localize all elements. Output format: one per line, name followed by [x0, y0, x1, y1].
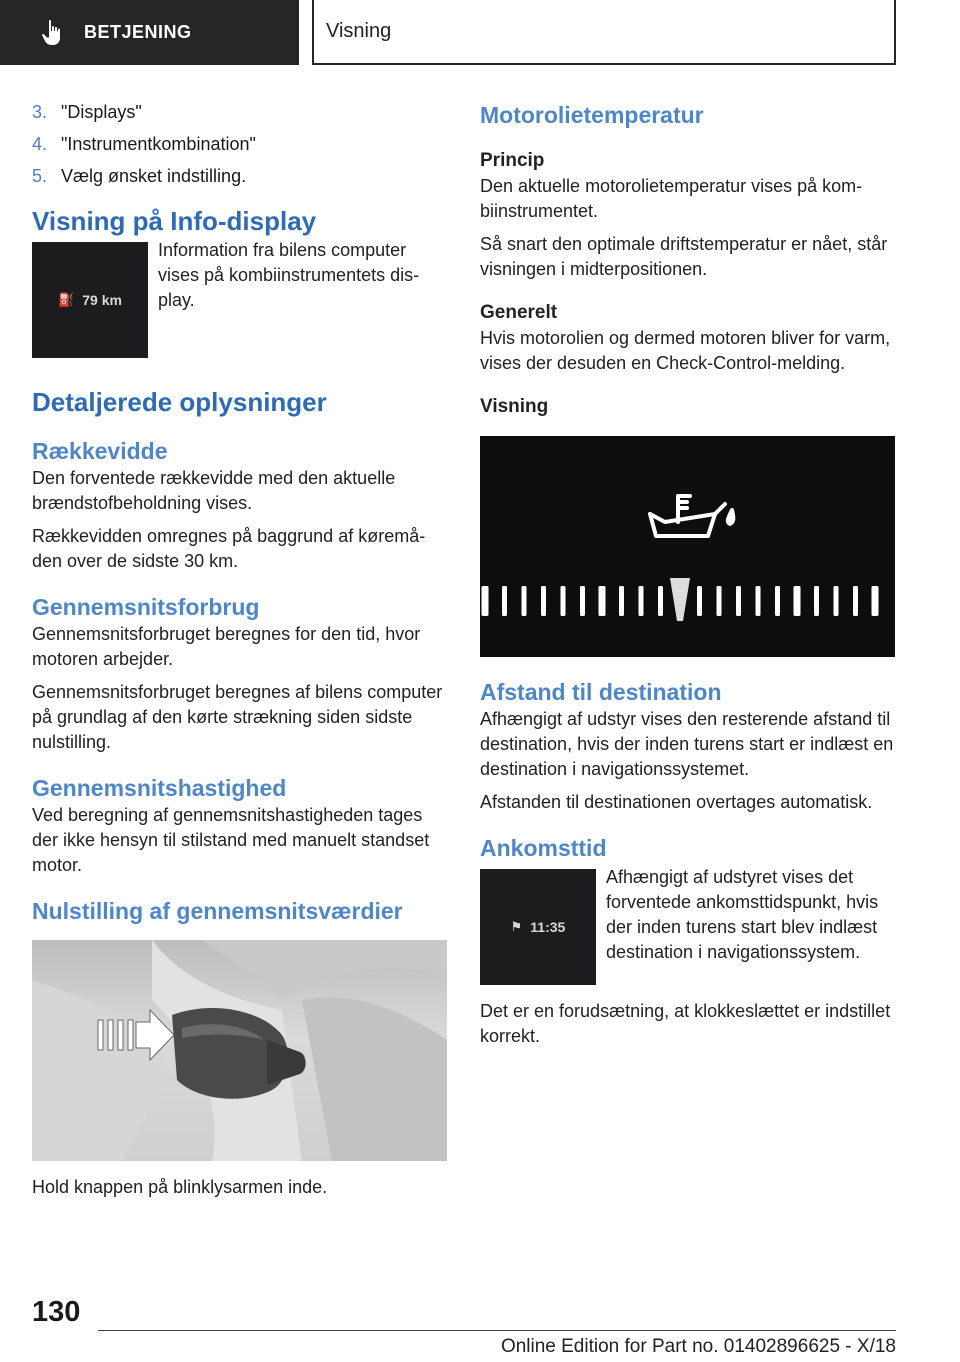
avg-consumption-text-2: Gennemsnitsforbruget beregnes af bilens computer på grundlag af den kørte strækning siden sidste nulstilling. — [32, 682, 443, 752]
section-tab[interactable] — [0, 0, 299, 65]
arrival-text: Afhængigt af udstyret vises det forventede ankomsttidspunkt, hvis der inden turens start blev indlæst destination i navigationssystem. — [606, 867, 879, 962]
info-display-text: Information fra bilens computer vises på kombiinstrumentets display. — [158, 240, 420, 310]
gauge-tick — [756, 586, 761, 616]
principle-text-1: Den aktuelle motorolietemperatur vises på kombiinstrumentet. — [480, 176, 863, 221]
arrival-text-2: Det er en forudsætning, at klokkeslættet er indstillet korrekt. — [480, 1001, 891, 1046]
step-number: 3. — [32, 102, 48, 122]
details-heading: Detaljerede oplysninger — [32, 387, 327, 417]
arrival-heading: Ankomsttid — [480, 835, 607, 861]
gauge-tick — [639, 586, 644, 616]
display-heading: Visning — [480, 396, 549, 417]
step-number: 5. — [32, 166, 48, 186]
general-text: Hvis motorolien og dermed motoren bliver for varm, vises der desuden en Check-Control-melding. — [480, 328, 891, 373]
oil-temperature-gauge-graphic — [480, 436, 895, 657]
avg-consumption-text-1: Gennemsnitsforbruget beregnes for den tid, hvor motoren arbejder. — [32, 624, 421, 669]
steps-list — [32, 100, 448, 189]
gauge-tick — [619, 586, 624, 616]
principle-heading: Princip — [480, 150, 545, 171]
gauge-tick — [814, 586, 819, 616]
oil-can-icon — [650, 496, 733, 536]
info-display-row — [32, 242, 448, 358]
info-display-heading: Visning på Info-display — [32, 206, 317, 236]
edition-text: Online Edition for Part no. 01402896625 - X/18 — [500, 1336, 896, 1357]
gauge-tick — [872, 586, 879, 616]
chapter-header — [312, 0, 896, 65]
gauge-tick — [658, 586, 663, 616]
gauge-tick — [794, 586, 801, 616]
arrival-row — [480, 869, 896, 985]
list-item — [32, 164, 448, 189]
distance-text-1: Afhængigt af udstyr vises den resterende afstand til destination, hvis der inden turens start er indlæst en destination i navigationssystemet. — [480, 709, 894, 779]
gauge-tick — [561, 586, 566, 616]
turn-signal-lever-illustration — [32, 940, 447, 1161]
gauge-tick — [522, 586, 527, 616]
left-column — [32, 100, 448, 1200]
avg-consumption-heading: Gennemsnitsforbrug — [32, 594, 260, 620]
reset-heading: Nulstilling af gennemsnitsværdier — [32, 898, 403, 924]
gauge-tick — [541, 586, 546, 616]
gauge-tick — [853, 586, 858, 616]
oil-temperature-gauge — [480, 436, 895, 657]
turn-signal-lever-photo — [32, 940, 447, 1161]
reset-caption: Hold knappen på blinklysarmen inde. — [32, 1177, 328, 1197]
range-text-1: Den forventede rækkevidde med den aktuelle brændstofbeholdning vises. — [32, 468, 396, 513]
arrival-display-value: 11:35 — [530, 919, 566, 935]
destination-flag-icon: ⚑ — [510, 919, 523, 934]
gauge-tick — [482, 586, 489, 616]
range-display-thumbnail — [32, 242, 148, 358]
chapter-label: Visning — [326, 20, 392, 42]
gauge-tick — [502, 586, 507, 616]
step-text: "Displays" — [61, 102, 142, 122]
gauge-pointer — [670, 578, 690, 621]
range-text-2: Rækkevidden omregnes på baggrund af køremåden over de sidste 30 km. — [32, 526, 426, 571]
range-heading: Rækkevidde — [32, 438, 168, 464]
fuel-pump-icon: ⛽ — [58, 292, 75, 307]
footer-divider — [98, 1330, 896, 1331]
right-column — [480, 100, 896, 1049]
oil-temp-heading: Motorolietemperatur — [480, 102, 704, 128]
section-label: BETJENING — [84, 22, 192, 42]
distance-heading: Afstand til destination — [480, 679, 722, 705]
gauge-tick — [599, 586, 606, 616]
range-display-value: 79 km — [82, 292, 122, 308]
page-number: 130 — [32, 1296, 81, 1328]
principle-text-2: Så snart den optimale driftstemperatur er nået, står visningen i midterpositionen. — [480, 234, 888, 279]
avg-speed-heading: Gennemsnitshastighed — [32, 775, 287, 801]
avg-speed-text: Ved beregning af gennemsnitshastigheden tages der ikke hensyn til stilstand med manuelt standset motor. — [32, 805, 430, 875]
gauge-tick — [580, 586, 585, 616]
distance-text-2: Afstanden til destinationen overtages automatisk. — [480, 792, 873, 812]
hand-pointer-icon — [40, 19, 66, 47]
gauge-tick — [775, 586, 780, 616]
step-text: Vælg ønsket indstilling. — [61, 166, 247, 186]
step-number: 4. — [32, 134, 48, 154]
gauge-tick — [834, 586, 839, 616]
step-text: "Instrumentkombination" — [61, 134, 256, 154]
gauge-tick — [736, 586, 741, 616]
gauge-tick — [697, 586, 702, 616]
list-item — [32, 132, 448, 157]
gauge-tick — [717, 586, 722, 616]
general-heading: Generelt — [480, 302, 558, 323]
arrival-display-thumbnail — [480, 869, 596, 985]
list-item — [32, 100, 448, 125]
